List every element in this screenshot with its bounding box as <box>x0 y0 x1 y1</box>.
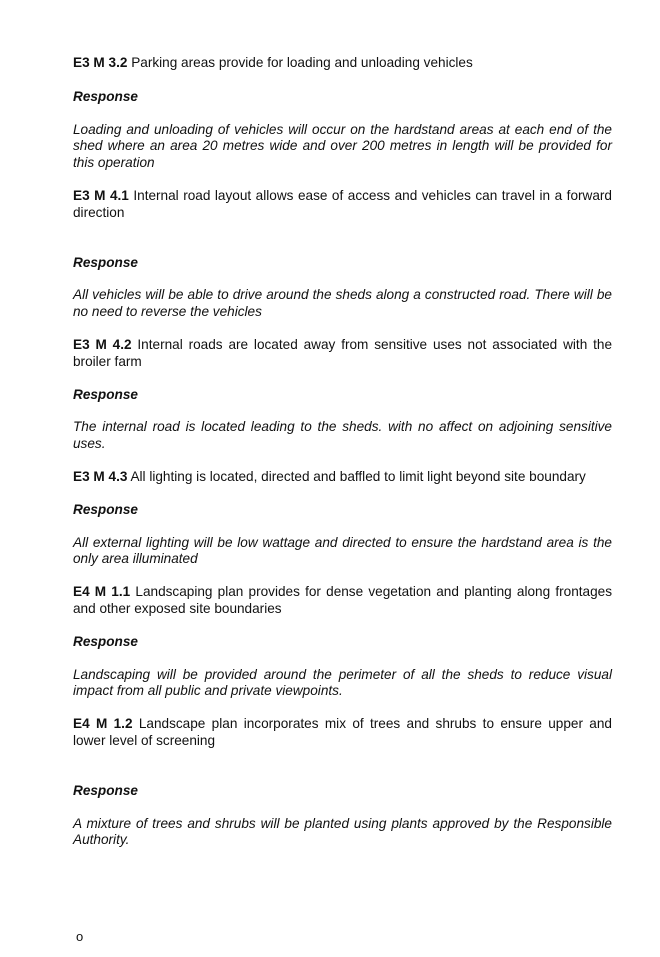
response-heading: Response <box>73 254 138 270</box>
criterion-text: Landscaping plan provides for dense vegetation and planting along frontages and other exposed site boundaries <box>73 584 613 616</box>
criterion-code: E3 M 4.3 <box>73 468 128 484</box>
criterion-e3-m-3-2 <box>73 55 612 72</box>
criterion-text: All lighting is located, directed and baffled to limit light beyond site boundary <box>130 468 586 484</box>
criterion-text: Parking areas provide for loading and unloading vehicles <box>131 55 473 70</box>
criterion-text: Internal road layout allows ease of access and vehicles can travel in a forward direction <box>73 187 612 220</box>
criterion-e3-m-4-2 <box>73 337 612 371</box>
criterion-text: Landscape plan incorporates mix of trees and shrubs to ensure upper and lower level of screening <box>73 716 612 748</box>
document-page <box>73 55 612 849</box>
response-text: Landscaping will be provided around the perimeter of all the sheds to reduce visual impact from all public and private viewpoints. <box>73 666 612 699</box>
criterion-text: Internal roads are located away from sensitive uses not associated with the broiler farm <box>73 336 613 369</box>
criterion-code: E4 M 1.2 <box>73 716 133 732</box>
criterion-e3-m-4-3 <box>73 469 612 486</box>
criterion-e4-m-1-1 <box>73 584 612 618</box>
criterion-code: E4 M 1.1 <box>73 584 131 600</box>
response-text: All vehicles will be able to drive around the sheds along a constructed road. There will be no need to reverse the vehicles <box>73 287 612 320</box>
response-text: All external lighting will be low wattage and directed to ensure the hardstand area is the only area illuminated <box>73 534 612 567</box>
page-marker: o <box>76 929 84 944</box>
response-text: Loading and unloading of vehicles will occur on the hardstand areas at each end of the shed where an area 20 metres wide and over 200 metres in length will be provided for this operation <box>73 121 612 171</box>
response-heading: Response <box>73 88 138 104</box>
response-heading: Response <box>73 501 138 517</box>
criterion-e4-m-1-2 <box>73 716 612 750</box>
response-heading: Response <box>73 782 138 798</box>
response-heading: Response <box>73 633 138 649</box>
response-heading: Response <box>73 386 138 402</box>
response-text: The internal road is located leading to the sheds. with no affect on adjoining sensitive uses. <box>73 419 612 452</box>
response-text: A mixture of trees and shrubs will be planted using plants approved by the Responsible Authority. <box>73 815 612 848</box>
criterion-code: E3 M 3.2 <box>73 55 128 70</box>
criterion-e3-m-4-1 <box>73 188 612 222</box>
criterion-code: E3 M 4.1 <box>73 187 129 203</box>
criterion-code: E3 M 4.2 <box>73 336 132 352</box>
